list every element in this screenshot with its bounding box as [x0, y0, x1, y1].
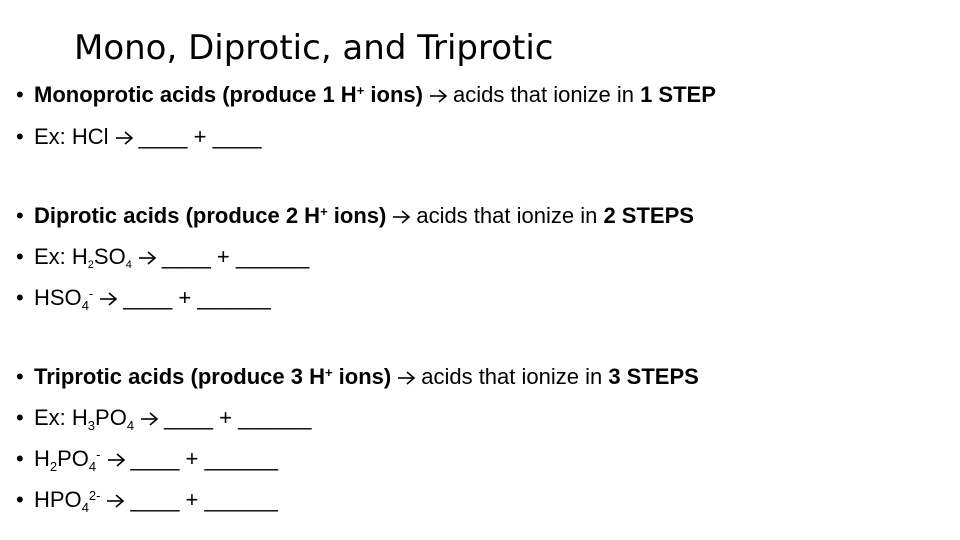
tri-example-formula: Ex: $H_3PO_4$	[34, 405, 135, 433]
tri-example-blanks: ____ + ______	[164, 405, 312, 430]
right-arrow-icon	[138, 250, 158, 266]
di-example-blanks: ____ + ______	[161, 244, 310, 269]
right-arrow-icon	[107, 452, 127, 468]
bullet: •	[16, 405, 24, 430]
tri-step3-blanks: ____ + ______	[130, 487, 278, 512]
bullet: •	[16, 244, 24, 269]
mono-example-line	[16, 126, 262, 148]
mono-example-blanks: ____ + ____	[138, 124, 262, 149]
mono-example-label: Ex: HCl	[34, 124, 109, 149]
right-arrow-icon	[392, 209, 412, 225]
tri-heading: Triprotic acids (produce 3 H+ ions)	[34, 364, 392, 389]
right-arrow-icon	[115, 130, 135, 146]
bullet: •	[16, 124, 24, 149]
bullet: •	[16, 487, 24, 512]
bullet: •	[16, 364, 24, 389]
mono-definition-line	[16, 84, 716, 106]
tri-steps: 3 STEPS	[608, 364, 699, 389]
bullet: •	[16, 285, 24, 310]
right-arrow-icon	[397, 370, 417, 386]
bullet: •	[16, 82, 24, 107]
bullet: •	[16, 203, 24, 228]
mono-steps: 1 STEP	[640, 82, 716, 107]
tri-step2-line	[16, 446, 278, 474]
di-step2-formula: $HSO_4^-$	[34, 285, 94, 313]
di-step2-line	[16, 285, 271, 313]
tri-step2-blanks: ____ + ______	[130, 446, 278, 471]
right-arrow-icon	[140, 411, 160, 427]
tri-step3-formula: $HPO_4^{2-}$	[34, 487, 101, 515]
tri-step2-formula: $H_2PO_4^-$	[34, 446, 101, 474]
tri-step3-line	[16, 487, 278, 515]
page-title: Mono, Diprotic, and Triprotic	[74, 28, 554, 68]
right-arrow-icon	[99, 291, 119, 307]
right-arrow-icon	[106, 493, 126, 509]
di-step2-blanks: ____ + ______	[123, 285, 271, 310]
mono-heading: Monoprotic acids (produce 1 H+ ions)	[34, 82, 423, 107]
di-description: acids that ionize in	[416, 203, 604, 228]
right-arrow-icon	[429, 88, 449, 104]
tri-description: acids that ionize in	[421, 364, 609, 389]
tri-definition-line	[16, 366, 699, 388]
tri-example-line	[16, 405, 312, 433]
mono-description: acids that ionize in	[452, 82, 641, 107]
di-definition-line	[16, 205, 694, 227]
bullet: •	[16, 446, 24, 471]
di-example-line	[16, 244, 310, 271]
di-heading: Diprotic acids (produce 2 H+ ions)	[34, 203, 387, 228]
di-example-formula: Ex: $H_2SO_4$	[34, 244, 132, 271]
di-steps: 2 STEPS	[603, 203, 694, 228]
